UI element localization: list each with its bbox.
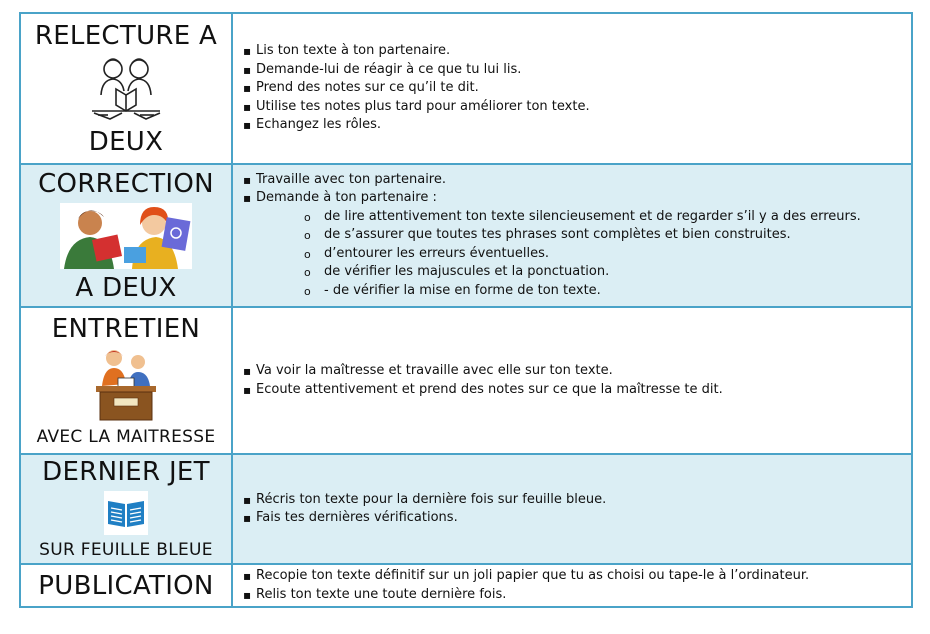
step-instructions-cell — [232, 307, 912, 454]
step-title-bottom: AVEC LA MAITRESSE — [36, 426, 216, 447]
step-title-top: ENTRETIEN — [51, 313, 201, 344]
instruction-sublist — [256, 208, 911, 301]
two-students-correcting-icon — [60, 203, 192, 269]
step-title-cell — [20, 164, 232, 307]
step-row-publication — [20, 564, 912, 607]
step-title-cell — [20, 307, 232, 454]
step-title-bottom: DEUX — [88, 126, 164, 157]
instruction-item: ▪ Va voir la maîtresse et travaille avec elle sur ton texte. — [243, 362, 911, 381]
instruction-item: ▪ Ecoute attentivement et prend des notes sur ce que la maîtresse te dit. — [243, 381, 911, 400]
step-row-relecture — [20, 13, 912, 164]
instruction-item: ▪ Lis ton texte à ton partenaire. — [243, 42, 911, 61]
instruction-item: ▪ Fais tes dernières vérifications. — [243, 509, 911, 528]
step-instructions-cell — [232, 13, 912, 164]
instruction-subitem: o de lire attentivement ton texte silencieusement et de regarder s’il y a des erreurs. — [304, 208, 911, 227]
step-title-cell — [20, 454, 232, 564]
instruction-subitem: o - de vérifier la mise en forme de ton texte. — [304, 282, 911, 301]
instruction-subitem: o de s’assurer que toutes tes phrases sont complètes et bien construites. — [304, 226, 911, 245]
instruction-item-text: Demande à ton partenaire : — [256, 190, 437, 206]
step-title-top: PUBLICATION — [38, 570, 214, 601]
step-row-entretien — [20, 307, 912, 454]
instruction-list — [233, 491, 911, 528]
step-row-correction — [20, 164, 912, 307]
instruction-list — [233, 171, 911, 301]
instruction-item: ▪ Recopie ton texte définitif sur un joli papier que tu as choisi ou tape-le à l’ordinateur. — [243, 567, 911, 586]
instruction-item: ▪ Relis ton texte une toute dernière fois. — [243, 586, 911, 605]
step-row-dernier-jet — [20, 454, 912, 564]
instruction-item: ▪ Travaille avec ton partenaire. — [243, 171, 911, 190]
two-children-reading-icon — [86, 55, 166, 123]
instruction-subitem: o d’entourer les erreurs éventuelles. — [304, 245, 911, 264]
writing-steps-table — [19, 12, 913, 608]
step-instructions-cell — [232, 454, 912, 564]
instruction-list — [233, 567, 911, 604]
instruction-subitem: o de vérifier les majuscules et la ponctuation. — [304, 263, 911, 282]
step-title-cell — [20, 564, 232, 607]
open-book-icon — [104, 491, 148, 535]
step-title-bottom: SUR FEUILLE BLEUE — [39, 540, 213, 560]
instruction-item: ▪ Echangez les rôles. — [243, 116, 911, 135]
step-title-top: CORRECTION — [38, 168, 214, 199]
step-instructions-cell — [232, 564, 912, 607]
step-title-cell — [20, 13, 232, 164]
instruction-list — [233, 362, 911, 399]
instruction-item: ▪ Prend des notes sur ce qu’il te dit. — [243, 79, 911, 98]
instruction-item: ▪ Utilise tes notes plus tard pour améliorer ton texte. — [243, 98, 911, 117]
instruction-item: ▪ Demande-lui de réagir à ce que tu lui lis. — [243, 61, 911, 80]
step-instructions-cell — [232, 164, 912, 307]
instruction-list — [233, 42, 911, 135]
step-title-top: DERNIER JET — [42, 457, 210, 487]
step-title-top: RELECTURE A — [34, 20, 218, 51]
teacher-and-student-at-desk-icon — [92, 348, 160, 422]
step-title-bottom: A DEUX — [75, 272, 177, 303]
instruction-item — [243, 189, 911, 300]
instruction-item: ▪ Récris ton texte pour la dernière fois sur feuille bleue. — [243, 491, 911, 510]
